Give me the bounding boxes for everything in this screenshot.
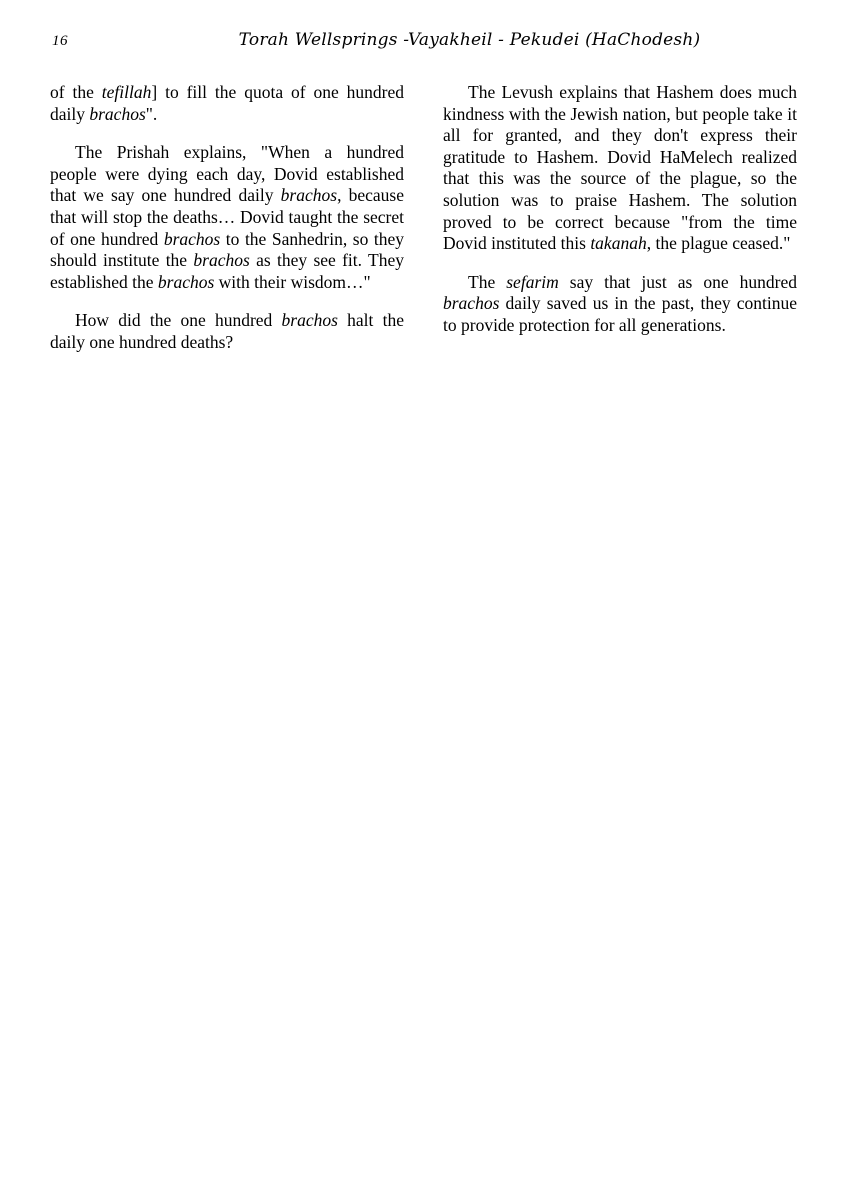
italic-term: brachos (193, 250, 250, 271)
italic-term: sefarim (506, 271, 559, 292)
italic-term: brachos (163, 228, 221, 249)
text-run: ] to fill the quota of one hundred daily (50, 82, 404, 124)
running-head-title: Torah Wellsprings -Vayakheil - Pekudei (HaChodesh) (238, 30, 701, 50)
page-number: 16 (52, 33, 68, 49)
text-run: ". (145, 103, 158, 124)
italic-term: brachos (280, 185, 338, 206)
text-run: say that just as one hundred (558, 271, 797, 292)
text-run: The Prishah explains, "When a hundred people were dying each day, Dovid established that we say one hundred daily (50, 142, 404, 206)
text-run: How did the one hundred (75, 310, 282, 331)
left-column-paragraph (50, 82, 404, 125)
text-run: halt the daily one hundred deaths? (50, 310, 404, 352)
text-run: with their wisdom…" (214, 271, 371, 292)
italic-term: brachos (281, 310, 338, 331)
italic-term: brachos (443, 293, 500, 314)
left-column-paragraph (50, 310, 404, 353)
right-column (443, 82, 797, 354)
italic-term: brachos (157, 271, 215, 292)
text-run: to the Sanhedrin, so they should institute the (50, 228, 404, 271)
italic-term: takanah (590, 233, 647, 254)
text-run: of the (50, 82, 102, 102)
italic-term: brachos (89, 103, 146, 124)
text-run: , because that will stop the deaths… Dovid taught the secret of one hundred (50, 185, 404, 249)
running-head (50, 30, 799, 64)
left-column (50, 82, 404, 354)
text-run: The (468, 271, 507, 292)
right-column-paragraph (443, 272, 797, 337)
italic-term: tefillah (101, 82, 152, 102)
text-columns (50, 82, 799, 354)
right-column-paragraph (443, 82, 797, 255)
text-run: The Levush explains that Hashem does much kindness with the Jewish nation, but people take it all for granted, and they don't express their gratitude to Hashem. Dovid HaMelech realized that this was the source of the plague, so the solution was to praise Hashem. The solution proved to be correct because "from the time Dovid instituted this (443, 82, 797, 254)
text-run: as they see fit. They established the (50, 250, 404, 292)
text-run: daily saved us in the past, they continue to provide protection for all generations. (443, 293, 797, 335)
left-column-paragraph (50, 142, 404, 293)
text-run: , the plague ceased." (646, 233, 791, 254)
